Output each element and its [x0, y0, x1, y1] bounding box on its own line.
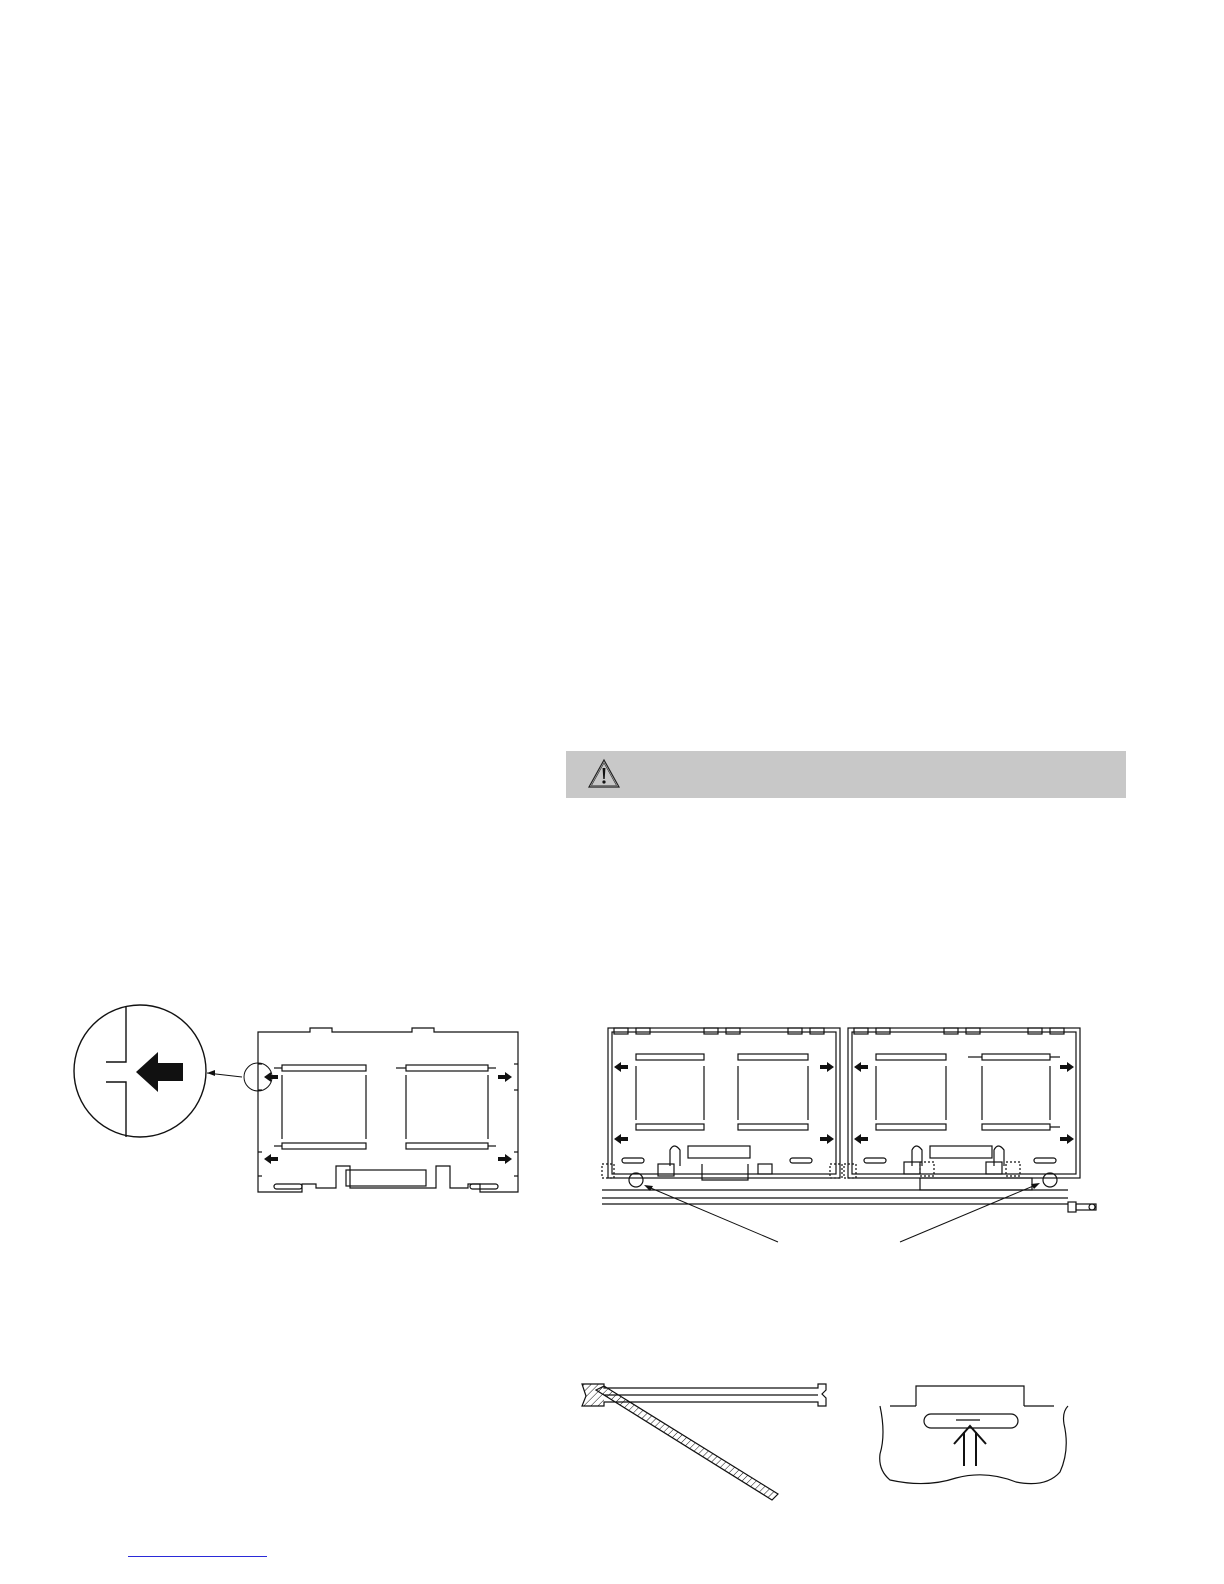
- warning-banner: [566, 751, 1126, 798]
- hatched-lid-icon: [596, 1386, 778, 1500]
- warning-triangle-icon: [587, 757, 621, 791]
- tray-detail-figure: [70, 1000, 540, 1200]
- double-arrow-up-icon: [954, 1426, 986, 1466]
- slot-release-figure: [876, 1384, 1076, 1494]
- footnote-rule: [128, 1556, 267, 1557]
- lid-cross-section-figure: [578, 1376, 838, 1506]
- arrow-left-icon: [136, 1052, 183, 1092]
- dual-tray-assembly-figure: [598, 1024, 1108, 1249]
